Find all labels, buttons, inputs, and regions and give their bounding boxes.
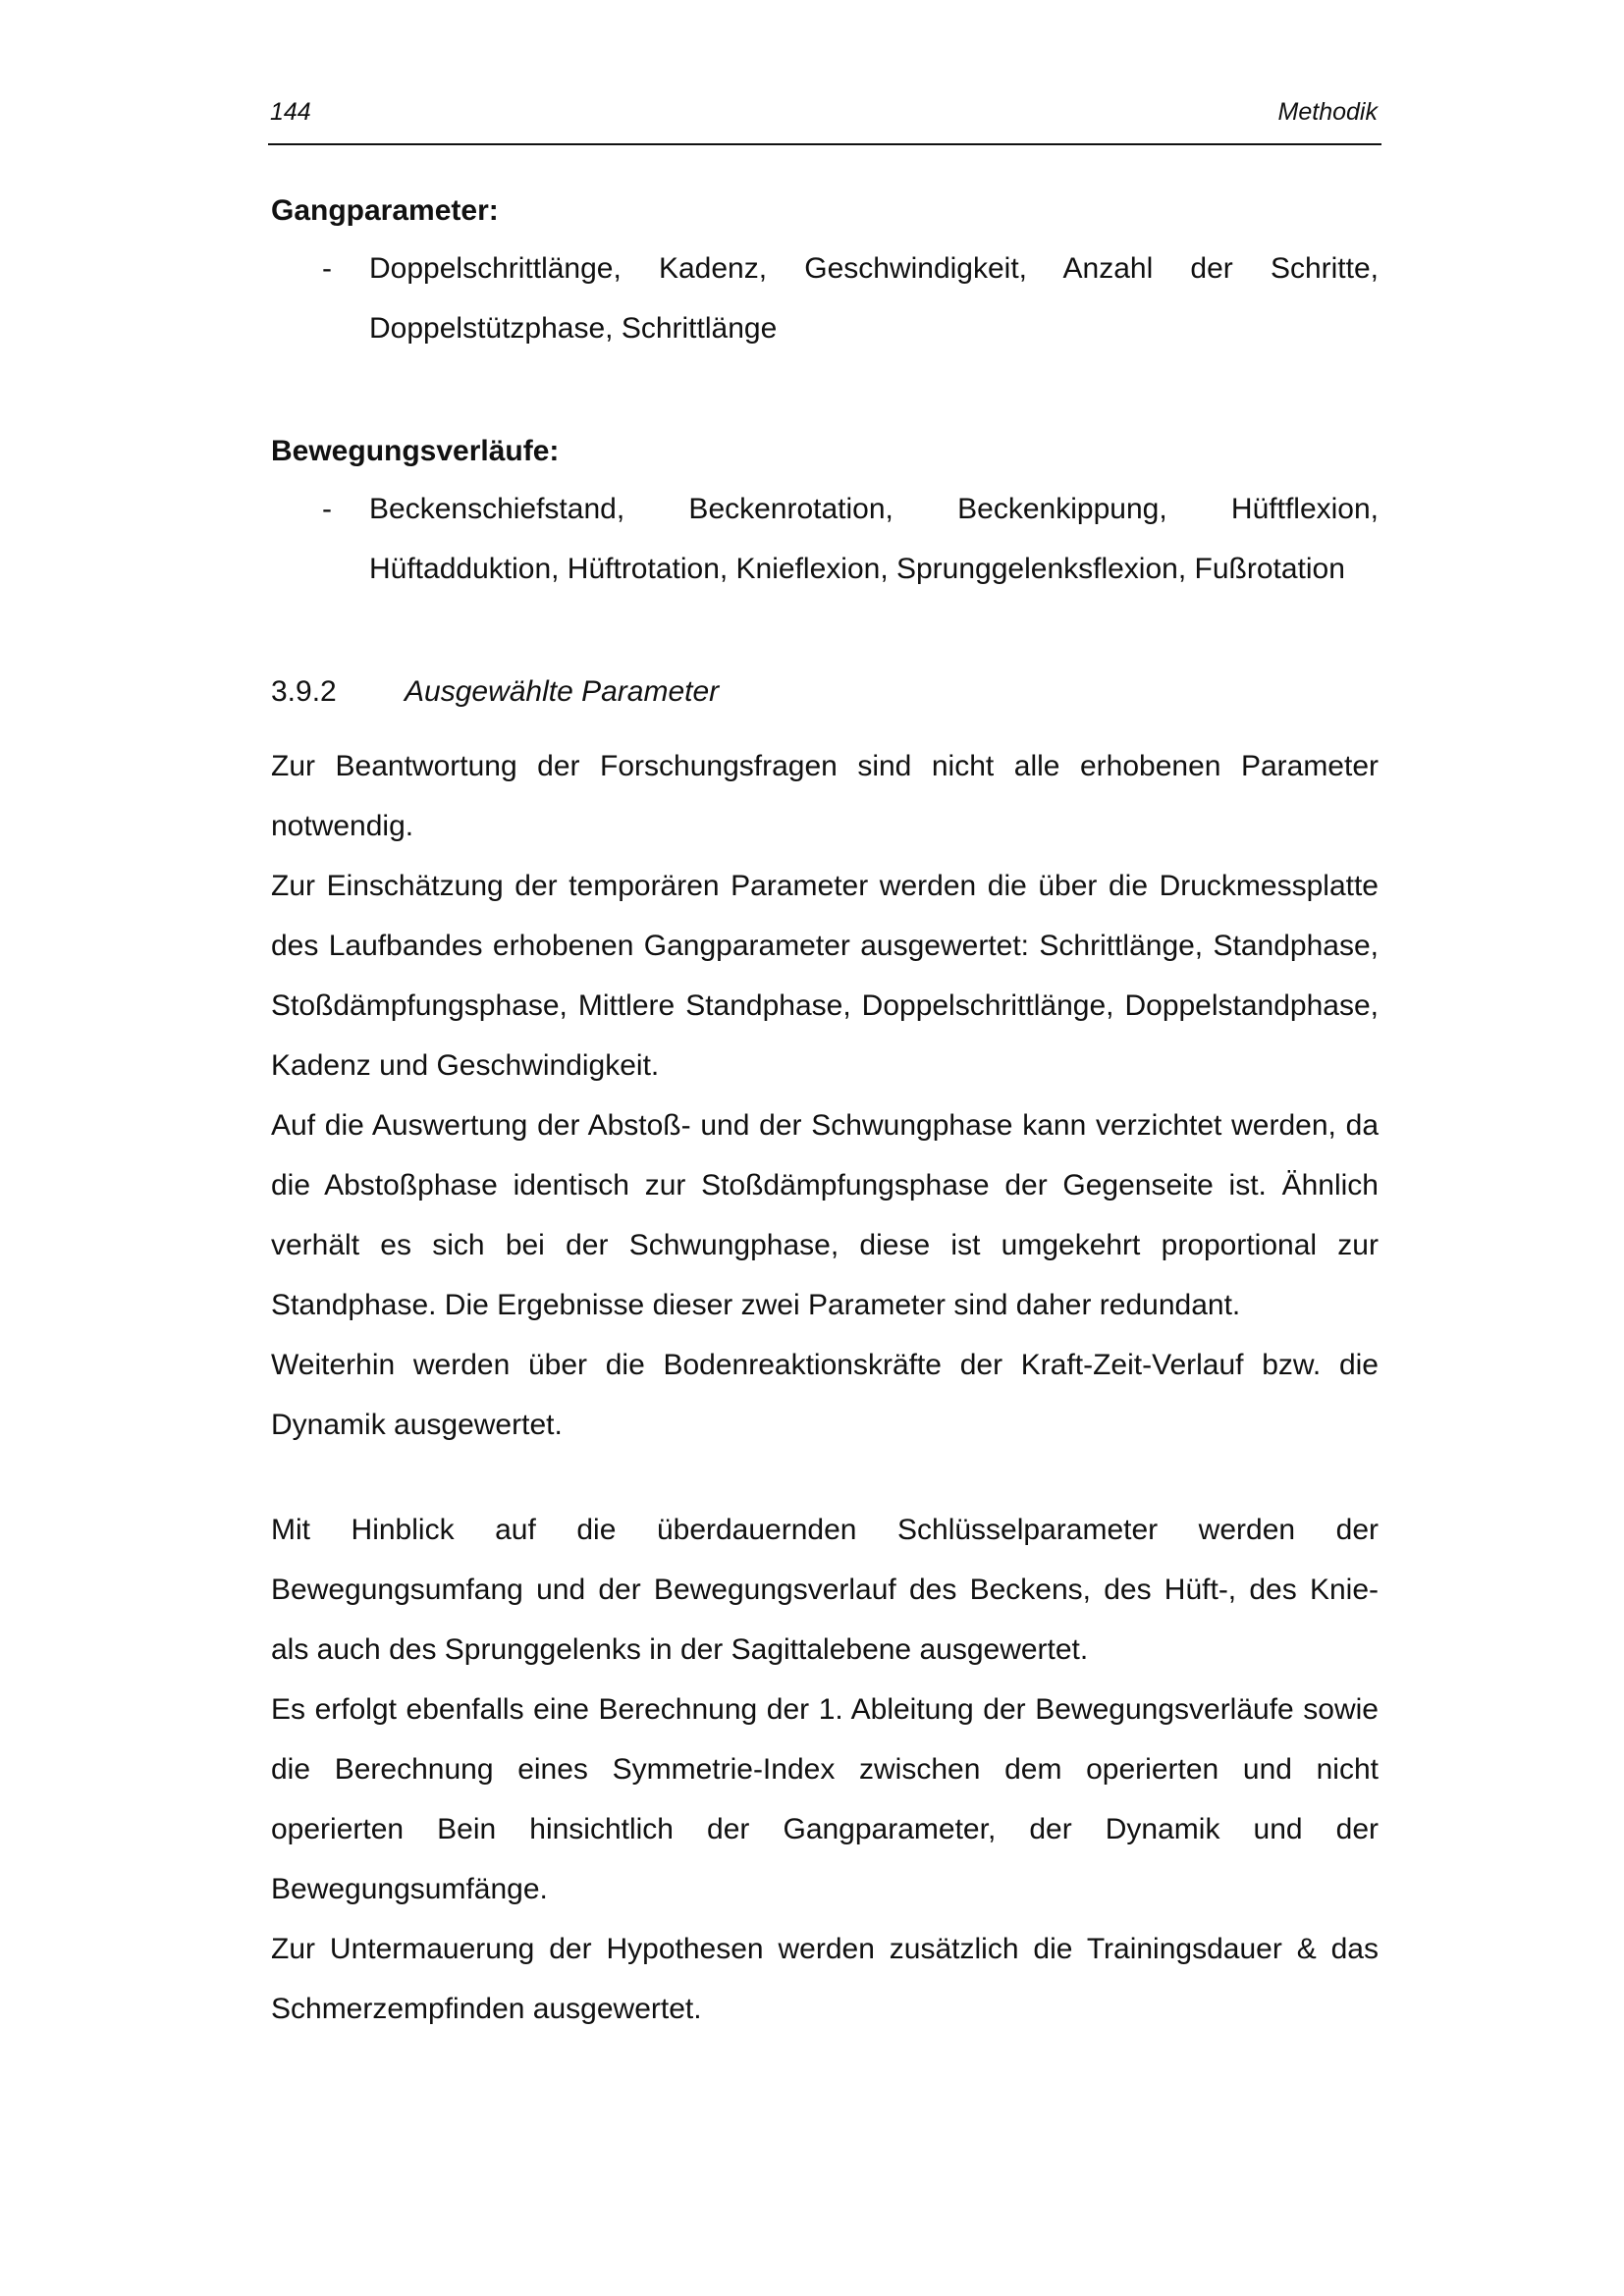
list-item-text: Doppelschrittlänge, Kadenz, Geschwindigkeit, Anzahl der Schritte, Doppelstützphase, Schrittlänge: [369, 252, 1379, 345]
paragraph: Zur Einschätzung der temporären Parameter werden die über die Druckmessplatte des Laufbandes erhobenen Gangparameter ausgewertet: Schrittlänge, Standphase, Stoßdämpfungsphase, Mittlere Standphase, Doppelschrittlänge, Doppelstandphase, Kadenz und Geschwindigkeit.: [271, 870, 1379, 1082]
paragraph: Auf die Auswertung der Abstoß- und der Schwungphase kann verzichtet werden, da die Abstoßphase identisch zur Stoßdämpfungsphase der Gegenseite ist. Ähnlich verhält es sich bei der Schwungphase, diese ist umgekehrt proportional zur Standphase. Die Ergebnisse dieser zwei Parameter sind daher redundant.: [271, 1109, 1379, 1321]
body-text-block-2: [271, 1500, 1379, 2039]
gangparameter-heading: Gangparameter:: [271, 194, 499, 227]
list-item: [271, 239, 1379, 358]
list-item-text: Beckenschiefstand, Beckenrotation, Beckenkippung, Hüftflexion, Hüftadduktion, Hüftrotation, Knieflexion, Sprunggelenksflexion, Fußrotation: [369, 493, 1379, 585]
paragraph: Zur Beantwortung der Forschungsfragen sind nicht alle erhobenen Parameter notwendig.: [271, 750, 1379, 842]
list-item: [271, 479, 1379, 599]
subsection-heading: [271, 663, 1379, 721]
gangparameter-section: [271, 191, 1379, 358]
bewegungsverlaeufe-heading: Bewegungsverläufe:: [271, 435, 560, 467]
paragraph: Es erfolgt ebenfalls eine Berechnung der 1. Ableitung der Bewegungsverläufe sowie die Berechnung eines Symmetrie-Index zwischen dem operierten und nicht operierten Bein hinsichtlich der Gangparameter, der Dynamik und der Bewegungsumfänge.: [271, 1693, 1379, 1905]
paragraph: Zur Untermauerung der Hypothesen werden zusätzlich die Trainingsdauer & das Schmerzempfinden ausgewertet.: [271, 1933, 1379, 2025]
body-text-block: [271, 736, 1379, 1455]
bewegungsverlaeufe-list: [271, 479, 1379, 599]
dash-marker: -: [322, 493, 332, 525]
chapter-title: Methodik: [1277, 98, 1378, 126]
subsection-number: 3.9.2: [271, 675, 337, 708]
page-number: 144: [270, 98, 311, 126]
paragraph: Mit Hinblick auf die überdauernden Schlüsselparameter werden der Bewegungsumfang und der Bewegungsverlauf des Beckens, des Hüft-, des Knie- als auch des Sprunggelenks in der Sagittalebene ausgewertet.: [271, 1514, 1379, 1666]
gangparameter-list: [271, 239, 1379, 358]
subsection-title: Ausgewählte Parameter: [405, 675, 720, 708]
bewegungsverlaeufe-section: [271, 432, 1379, 599]
dash-marker: -: [322, 252, 332, 285]
page-header: [268, 94, 1381, 145]
paragraph: Weiterhin werden über die Bodenreaktionskräfte der Kraft-Zeit-Verlauf bzw. die Dynamik ausgewertet.: [271, 1349, 1379, 1441]
